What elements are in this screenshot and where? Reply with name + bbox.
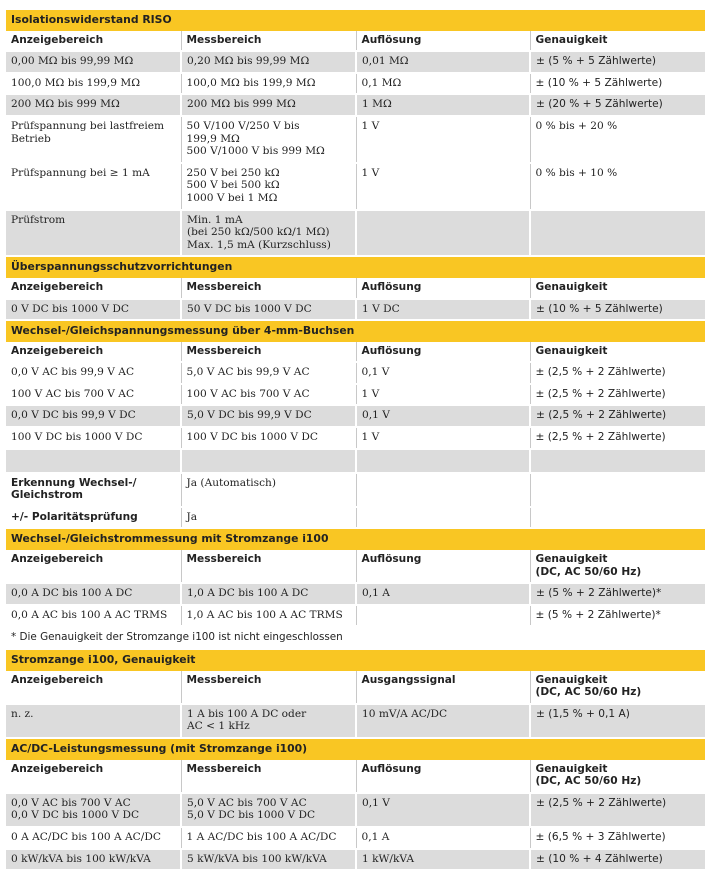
cell <box>356 507 530 529</box>
table-row <box>6 605 705 627</box>
table-row <box>6 299 705 321</box>
cell: 1 A AC/DC bis 100 A AC/DC <box>181 827 356 849</box>
cell: ± (2,5 % + 2 Zählwerte) <box>530 793 705 827</box>
cell <box>530 210 705 257</box>
cell: 0 % bis + 10 % <box>530 163 705 210</box>
cell <box>356 210 530 257</box>
section-header <box>6 738 705 760</box>
table-row <box>6 583 705 605</box>
cell: 0,1 A <box>356 583 530 605</box>
table-row <box>6 384 705 406</box>
section-header <box>6 528 705 550</box>
column-header-row <box>6 550 705 583</box>
column-header: Auflösung <box>356 278 530 299</box>
spec-table <box>6 8 705 869</box>
cell: 0,01 MΩ <box>356 51 530 73</box>
cell: 0,1 V <box>356 405 530 427</box>
column-header: Anzeigebereich <box>6 31 181 52</box>
table-row <box>6 210 705 257</box>
cell <box>356 473 530 507</box>
cell: 0 A AC/DC bis 100 A AC/DC <box>6 827 181 849</box>
column-header: Messbereich <box>181 671 356 704</box>
section-header <box>6 649 705 671</box>
cell: ± (10 % + 4 Zählwerte) <box>530 849 705 870</box>
cell: Ja (Automatisch) <box>181 473 356 507</box>
cell: ± (5 % + 5 Zählwerte) <box>530 51 705 73</box>
cell: ± (2,5 % + 2 Zählwerte) <box>530 362 705 384</box>
column-header: Messbereich <box>181 278 356 299</box>
column-header: Genauigkeit <box>530 278 705 299</box>
cell: ± (1,5 % + 0,1 A) <box>530 704 705 738</box>
column-header-row <box>6 671 705 704</box>
cell <box>530 449 705 473</box>
cell: ± (2,5 % + 2 Zählwerte) <box>530 427 705 449</box>
section-title: Wechsel-/Gleichstrommessung mit Stromzange i100 <box>6 528 705 550</box>
column-header: Genauigkeit (DC, AC 50/60 Hz) <box>530 671 705 704</box>
column-header: Anzeigebereich <box>6 550 181 583</box>
cell: 5,0 V AC bis 99,9 V AC <box>181 362 356 384</box>
column-header: Messbereich <box>181 31 356 52</box>
cell: ± (6,5 % + 3 Zählwerte) <box>530 827 705 849</box>
cell: 0,1 V <box>356 793 530 827</box>
table-row <box>6 427 705 449</box>
cell: Prüfspannung bei ≥ 1 mA <box>6 163 181 210</box>
cell: 0,0 V AC bis 700 V AC 0,0 V DC bis 1000 V DC <box>6 793 181 827</box>
column-header: Messbereich <box>181 550 356 583</box>
cell: 1 V <box>356 384 530 406</box>
cell: 0 V DC bis 1000 V DC <box>6 299 181 321</box>
cell: 250 V bei 250 kΩ 500 V bei 500 kΩ 1000 V bei 1 MΩ <box>181 163 356 210</box>
cell: 0,0 A DC bis 100 A DC <box>6 583 181 605</box>
column-header: Anzeigebereich <box>6 671 181 704</box>
cell <box>6 449 181 473</box>
column-header: Anzeigebereich <box>6 760 181 793</box>
cell: 200 MΩ bis 999 MΩ <box>6 94 181 116</box>
cell: 1 V DC <box>356 299 530 321</box>
cell: Ja <box>181 507 356 529</box>
column-header: Auflösung <box>356 342 530 363</box>
table-row <box>6 405 705 427</box>
cell <box>356 605 530 627</box>
column-header: Messbereich <box>181 760 356 793</box>
cell: 5,0 V AC bis 700 V AC 5,0 V DC bis 1000 V DC <box>181 793 356 827</box>
cell: Prüfstrom <box>6 210 181 257</box>
table-row <box>6 94 705 116</box>
cell: 0,00 MΩ bis 99,99 MΩ <box>6 51 181 73</box>
column-header: Genauigkeit <box>530 31 705 52</box>
column-header: Anzeigebereich <box>6 278 181 299</box>
cell: ± (10 % + 5 Zählwerte) <box>530 299 705 321</box>
cell: 0 % bis + 20 % <box>530 116 705 163</box>
cell: Prüfspannung bei lastfreiem Betrieb <box>6 116 181 163</box>
column-header-row <box>6 342 705 363</box>
column-header: Auflösung <box>356 31 530 52</box>
cell: Min. 1 mA (bei 250 kΩ/500 kΩ/1 MΩ) Max. 1,5 mA (Kurzschluss) <box>181 210 356 257</box>
cell: 0,0 A AC bis 100 A AC TRMS <box>6 605 181 627</box>
table-row <box>6 793 705 827</box>
column-header: Genauigkeit (DC, AC 50/60 Hz) <box>530 760 705 793</box>
column-header: Messbereich <box>181 342 356 363</box>
cell: 0,20 MΩ bis 99,99 MΩ <box>181 51 356 73</box>
cell: 1 V <box>356 116 530 163</box>
column-header: Anzeigebereich <box>6 342 181 363</box>
section-title: Stromzange i100, Genauigkeit <box>6 649 705 671</box>
column-header-row <box>6 760 705 793</box>
column-header-row <box>6 278 705 299</box>
empty-row <box>6 449 705 473</box>
cell: 100 V AC bis 700 V AC <box>181 384 356 406</box>
column-header: Genauigkeit (DC, AC 50/60 Hz) <box>530 550 705 583</box>
cell: 1 V <box>356 427 530 449</box>
cell: 1,0 A DC bis 100 A DC <box>181 583 356 605</box>
cell: 1 A bis 100 A DC oder AC < 1 kHz <box>181 704 356 738</box>
cell <box>356 449 530 473</box>
cell: 5,0 V DC bis 99,9 V DC <box>181 405 356 427</box>
table-row <box>6 73 705 95</box>
cell: 1 MΩ <box>356 94 530 116</box>
cell: 1 kW/kVA <box>356 849 530 870</box>
cell: 200 MΩ bis 999 MΩ <box>181 94 356 116</box>
cell: 5 kW/kVA bis 100 kW/kVA <box>181 849 356 870</box>
table-row <box>6 849 705 870</box>
cell <box>530 507 705 529</box>
column-header-row <box>6 31 705 52</box>
cell: 100,0 MΩ bis 199,9 MΩ <box>6 73 181 95</box>
cell: 1 V <box>356 163 530 210</box>
cell: 0 kW/kVA bis 100 kW/kVA <box>6 849 181 870</box>
table-row <box>6 362 705 384</box>
cell: +/- Polaritätsprüfung <box>6 507 181 529</box>
cell: 0,0 V DC bis 99,9 V DC <box>6 405 181 427</box>
cell: 0,0 V AC bis 99,9 V AC <box>6 362 181 384</box>
cell: ± (5 % + 2 Zählwerte)* <box>530 605 705 627</box>
table-row <box>6 704 705 738</box>
column-header: Ausgangssignal <box>356 671 530 704</box>
cell: ± (20 % + 5 Zählwerte) <box>530 94 705 116</box>
cell: 0,1 MΩ <box>356 73 530 95</box>
table-row <box>6 827 705 849</box>
table-row <box>6 116 705 163</box>
table-row <box>6 163 705 210</box>
cell: ± (10 % + 5 Zählwerte) <box>530 73 705 95</box>
section-header <box>6 9 705 31</box>
cell: 0,1 A <box>356 827 530 849</box>
cell: ± (2,5 % + 2 Zählwerte) <box>530 384 705 406</box>
cell: 10 mV/A AC/DC <box>356 704 530 738</box>
cell: 0,1 V <box>356 362 530 384</box>
section-header <box>6 320 705 342</box>
cell <box>530 473 705 507</box>
column-header: Genauigkeit <box>530 342 705 363</box>
section-title: AC/DC-Leistungsmessung (mit Stromzange i100) <box>6 738 705 760</box>
cell: ± (5 % + 2 Zählwerte)* <box>530 583 705 605</box>
section-title: Wechsel-/Gleichspannungsmessung über 4-mm-Buchsen <box>6 320 705 342</box>
cell: 100 V DC bis 1000 V DC <box>6 427 181 449</box>
cell: 100 V DC bis 1000 V DC <box>181 427 356 449</box>
cell: ± (2,5 % + 2 Zählwerte) <box>530 405 705 427</box>
section-title: Überspannungsschutzvorrichtungen <box>6 256 705 278</box>
cell: 50 V/100 V/250 V bis 199,9 MΩ 500 V/1000 V bis 999 MΩ <box>181 116 356 163</box>
cell: Erkennung Wechsel-/ Gleichstrom <box>6 473 181 507</box>
section-header <box>6 256 705 278</box>
footnote-row <box>6 626 705 649</box>
cell: 1,0 A AC bis 100 A AC TRMS <box>181 605 356 627</box>
column-header: Auflösung <box>356 760 530 793</box>
footnote: * Die Genauigkeit der Stromzange i100 ist nicht eingeschlossen <box>6 626 705 649</box>
cell: 100 V AC bis 700 V AC <box>6 384 181 406</box>
cell <box>181 449 356 473</box>
cell: 100,0 MΩ bis 199,9 MΩ <box>181 73 356 95</box>
table-row <box>6 507 705 529</box>
cell: n. z. <box>6 704 181 738</box>
table-row <box>6 473 705 507</box>
table-row <box>6 51 705 73</box>
section-title: Isolationswiderstand RISO <box>6 9 705 31</box>
cell: 50 V DC bis 1000 V DC <box>181 299 356 321</box>
column-header: Auflösung <box>356 550 530 583</box>
